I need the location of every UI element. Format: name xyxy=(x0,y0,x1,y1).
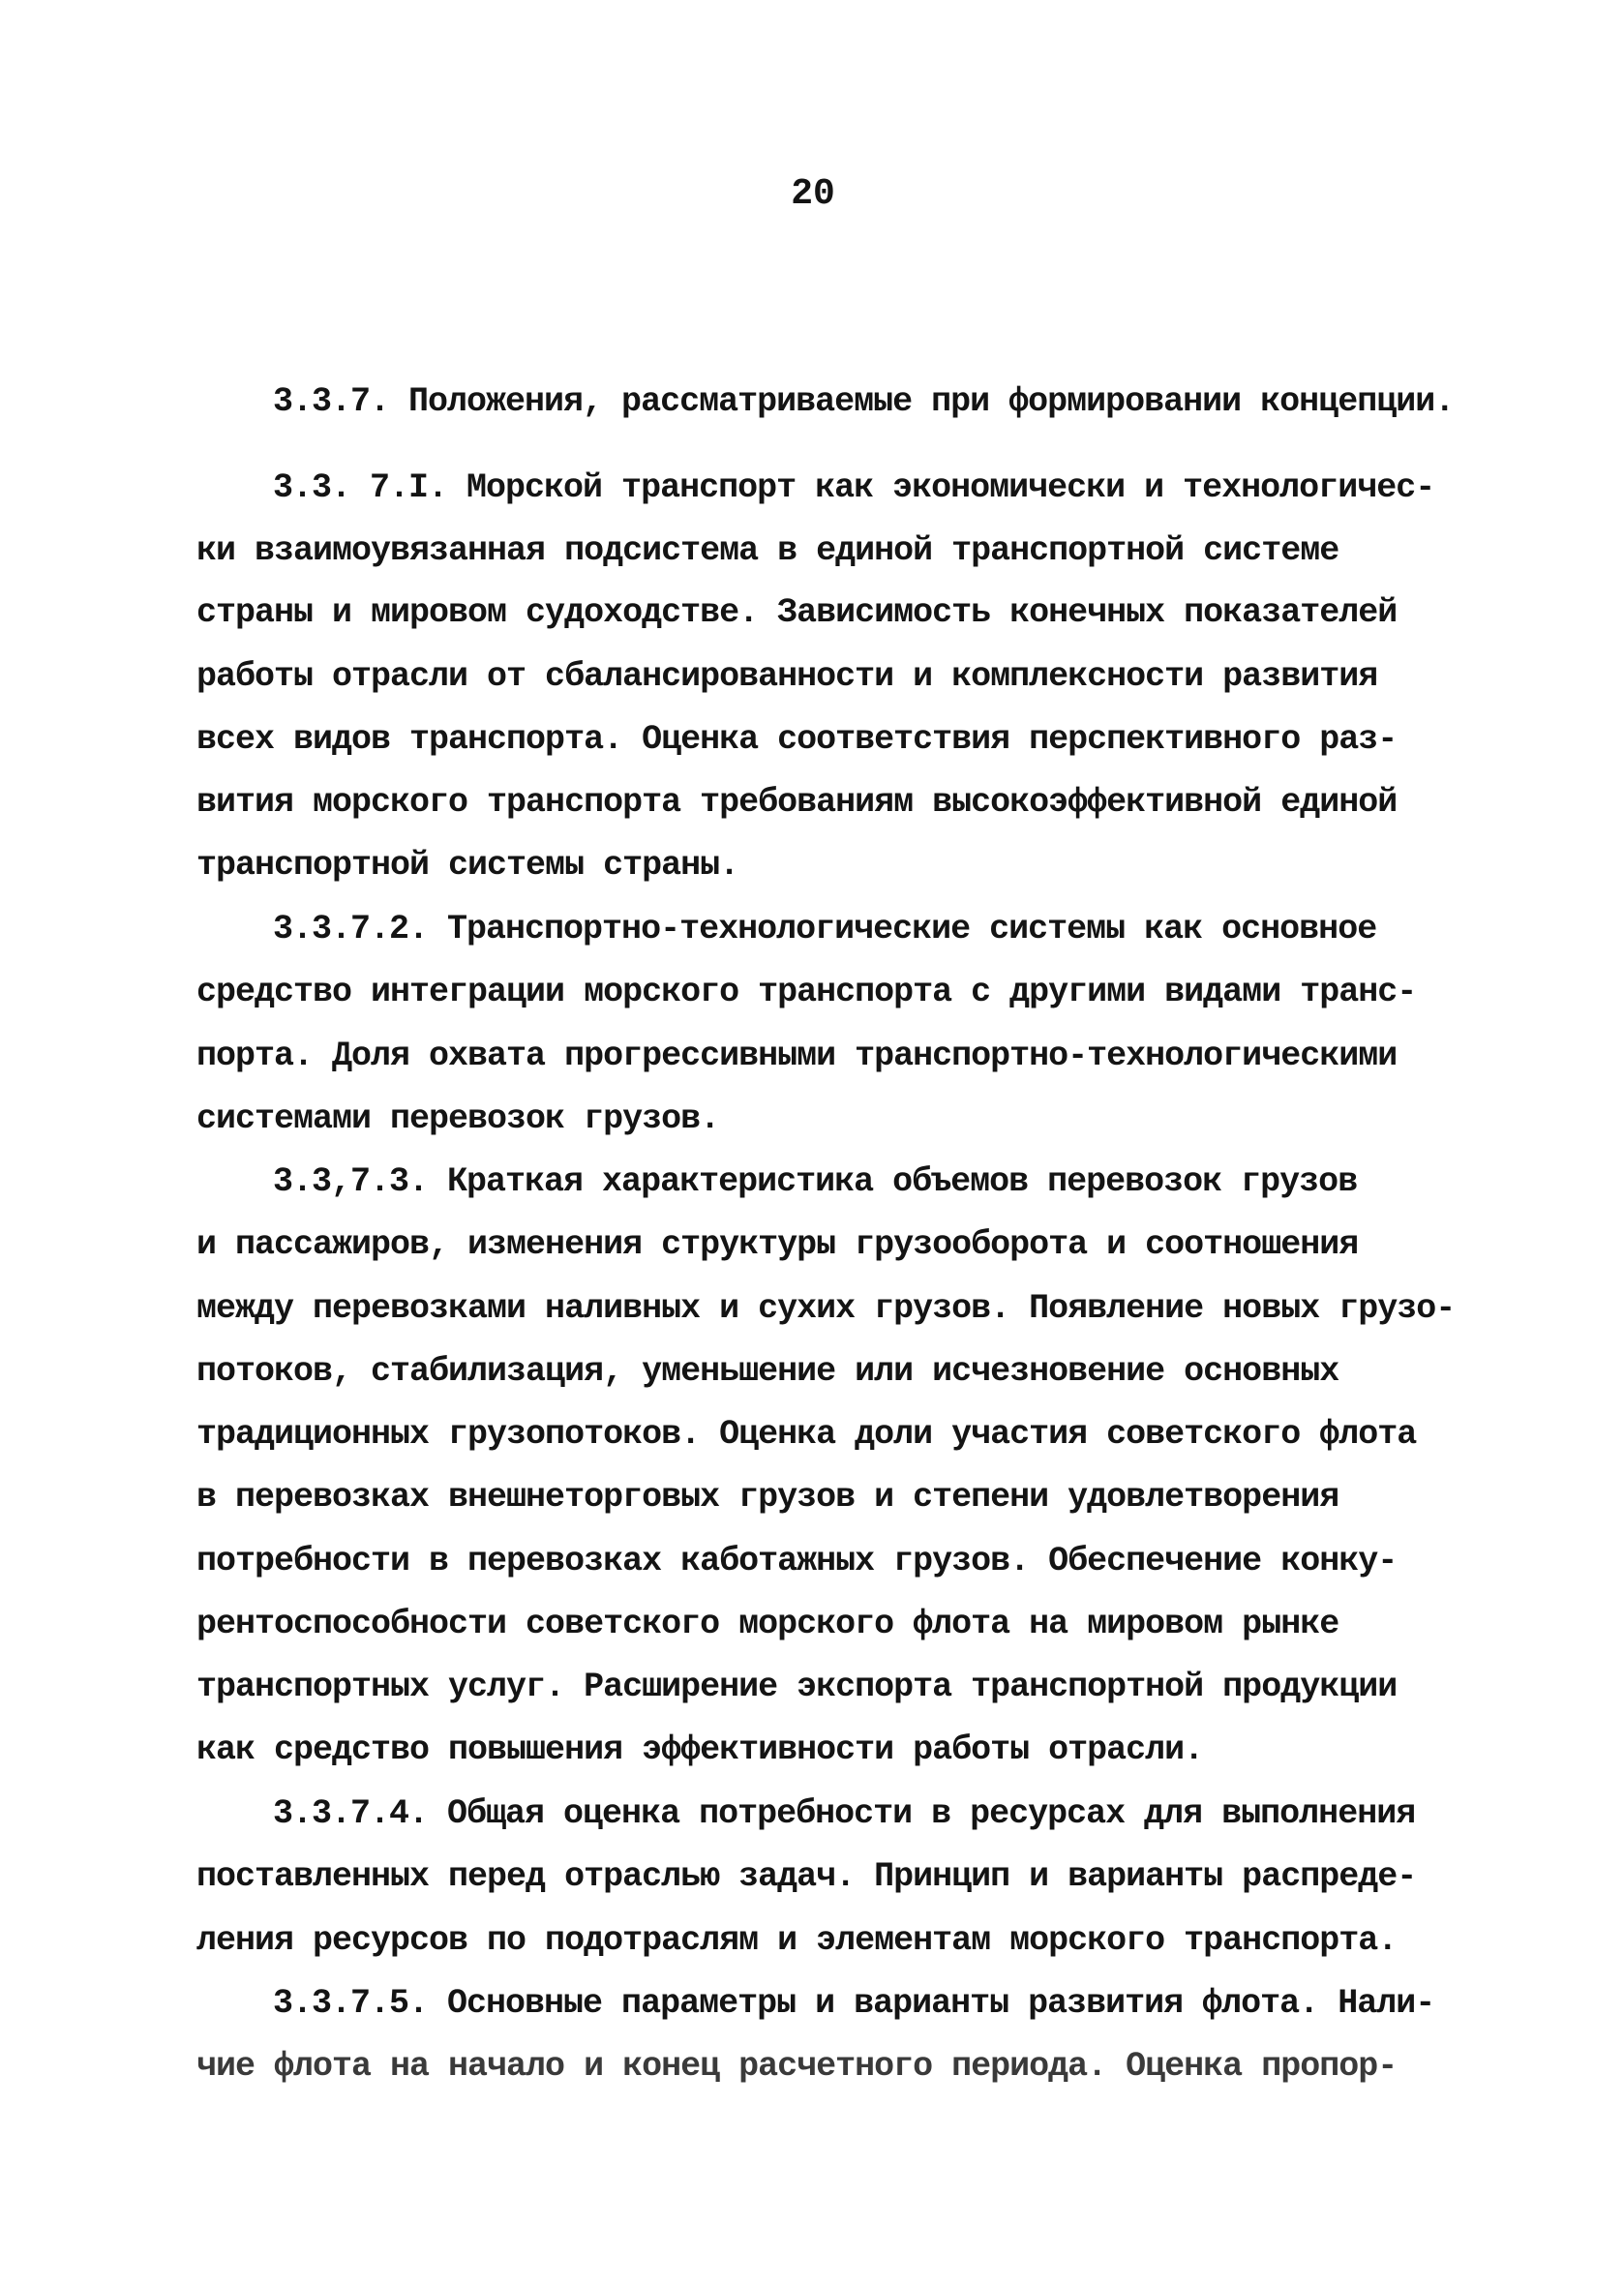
text-line: и пассажиров, изменения структуры грузооборота и соотношения xyxy=(196,1225,1359,1264)
text-line: 3.3.7.2. Транспортно-технологические системы как основное xyxy=(273,910,1377,948)
text-line: чие флота на начало и конец расчетного периода. Оценка пропор- xyxy=(196,2047,1398,2086)
text-line: системами перевозок грузов. xyxy=(196,1099,720,1138)
text-line: вития морского транспорта требованиям высокоэффективной единой xyxy=(196,783,1398,822)
page-number: 20 xyxy=(791,173,835,215)
text-line: транспортных услуг. Расширение экспорта транспортной продукции xyxy=(196,1668,1398,1706)
text-line: в перевозках внешнеторговых грузов и степени удовлетворения xyxy=(196,1478,1339,1517)
text-line: 3.3. 7.I. Морской транспорт как экономически и технологичес- xyxy=(273,468,1435,507)
text-line: между перевозками наливных и сухих грузов. Появление новых грузо- xyxy=(196,1289,1456,1328)
text-line: ки взаимоувязанная подсистема в единой транспортной системе xyxy=(196,531,1339,570)
text-line: 3.3.7.4. Общая оценка потребности в ресурсах для выполнения xyxy=(273,1794,1416,1833)
text-line: как средство повышения эффективности работы отрасли. xyxy=(196,1730,1204,1769)
text-line: всех видов транспорта. Оценка соответствия перспективного раз- xyxy=(196,720,1398,759)
text-line: порта. Доля охвата прогрессивными транспортно-технологическими xyxy=(196,1037,1398,1075)
text-line: традиционных грузопотоков. Оценка доли участия советского флота xyxy=(196,1415,1417,1454)
text-line: 3.3.7.5. Основные параметры и варианты развития флота. Нали- xyxy=(273,1984,1435,2023)
section-heading: 3.3.7. Положения, рассматриваемые при формировании концепции. xyxy=(273,382,1455,421)
text-line: транспортной системы страны. xyxy=(196,846,739,885)
text-line: поставленных перед отраслью задач. Принцип и варианты распреде- xyxy=(196,1857,1417,1896)
text-line: ления ресурсов по подотраслям и элементам морского транспорта. xyxy=(196,1921,1398,1960)
text-line: потребности в перевозках каботажных грузов. Обеспечение конку- xyxy=(196,1542,1398,1580)
text-line: 3.3,7.3. Краткая характеристика объемов перевозок грузов xyxy=(273,1162,1358,1201)
text-line: потоков, стабилизация, уменьшение или исчезновение основных xyxy=(196,1352,1339,1391)
text-line: страны и мировом судоходстве. Зависимость конечных показателей xyxy=(196,593,1398,632)
text-line: работы отрасли от сбалансированности и комплексности развития xyxy=(196,657,1378,696)
text-line: рентоспособности советского морского флота на мировом рынке xyxy=(196,1605,1339,1643)
text-line: средство интеграции морского транспорта с другими видами транс- xyxy=(196,973,1417,1011)
